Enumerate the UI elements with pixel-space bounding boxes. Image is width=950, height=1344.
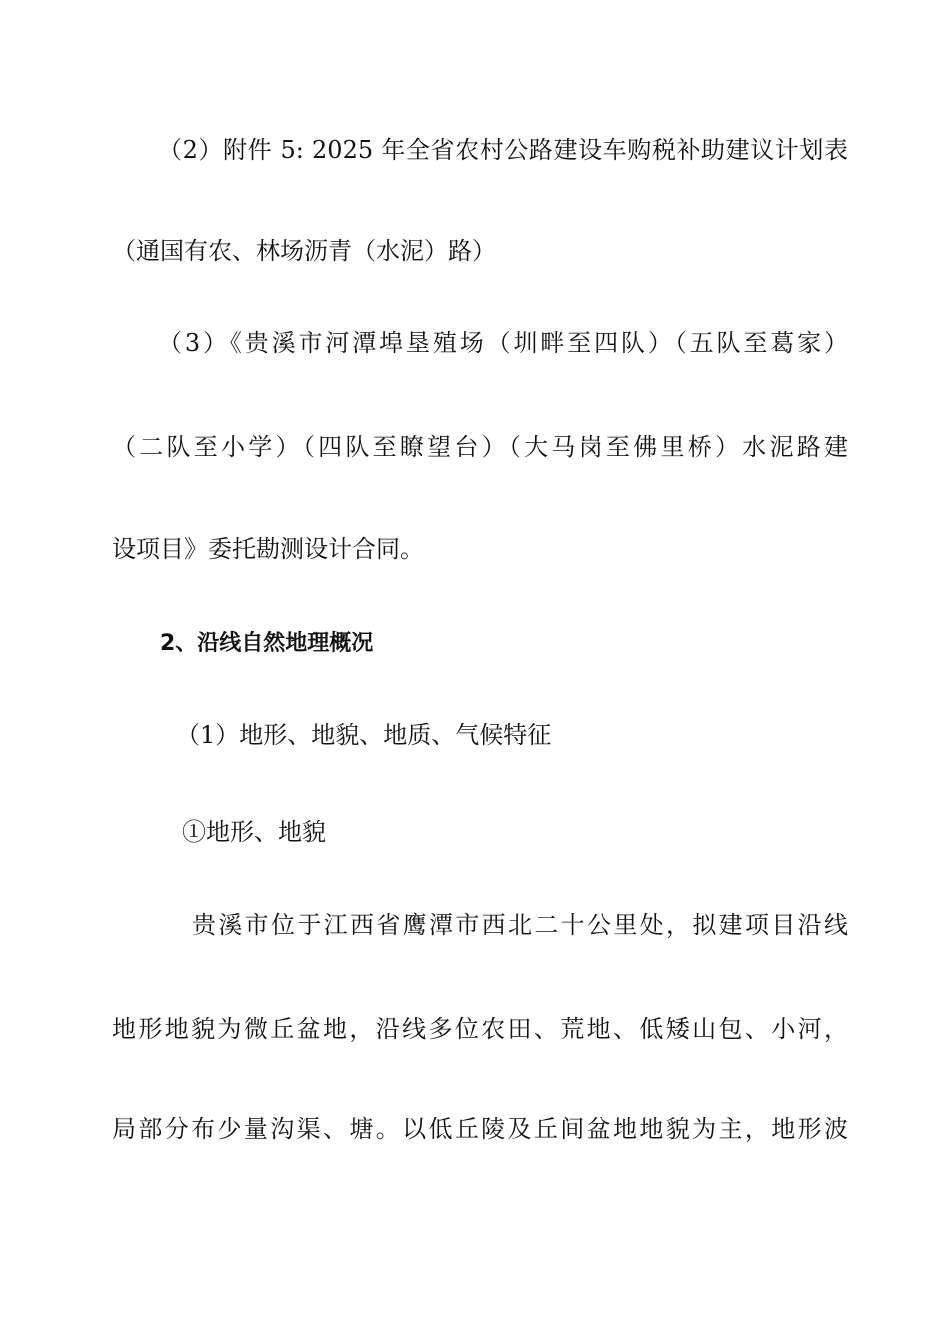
section-heading: 2、沿线自然地理概况 xyxy=(160,631,374,656)
contract-item-3-end: 设项目》委托勘测设计合同。 xyxy=(112,535,424,563)
paragraph-line-2: 地形地貌为微丘盆地，沿线多位农田、荒地、低矮山包、小河， xyxy=(112,1015,848,1043)
subsection-heading: （1）地形、地貌、地质、气候特征 xyxy=(176,721,552,749)
contract-item-3-line: （3）《贵溪市河潭埠垦殖场（圳畔至四队）（五队至葛家） xyxy=(158,329,848,357)
contract-item-3-continuation: （二队至小学）（四队至瞭望台）（大马岗至佛里桥）水泥路建 xyxy=(112,433,848,461)
subsubsection-heading: ①地形、地貌 xyxy=(182,818,326,846)
attachment-5-continuation: （通国有农、林场沥青（水泥）路） xyxy=(112,237,496,265)
paragraph-line-3: 局部分布少量沟渠、塘。以低丘陵及丘间盆地地貌为主，地形波 xyxy=(112,1115,848,1143)
paragraph-line-1: 贵溪市位于江西省鹰潭市西北二十公里处，拟建项目沿线 xyxy=(192,911,848,939)
attachment-5-line: （2）附件 5: 2025 年全省农村公路建设车购税补助建议计划表 xyxy=(158,136,848,164)
